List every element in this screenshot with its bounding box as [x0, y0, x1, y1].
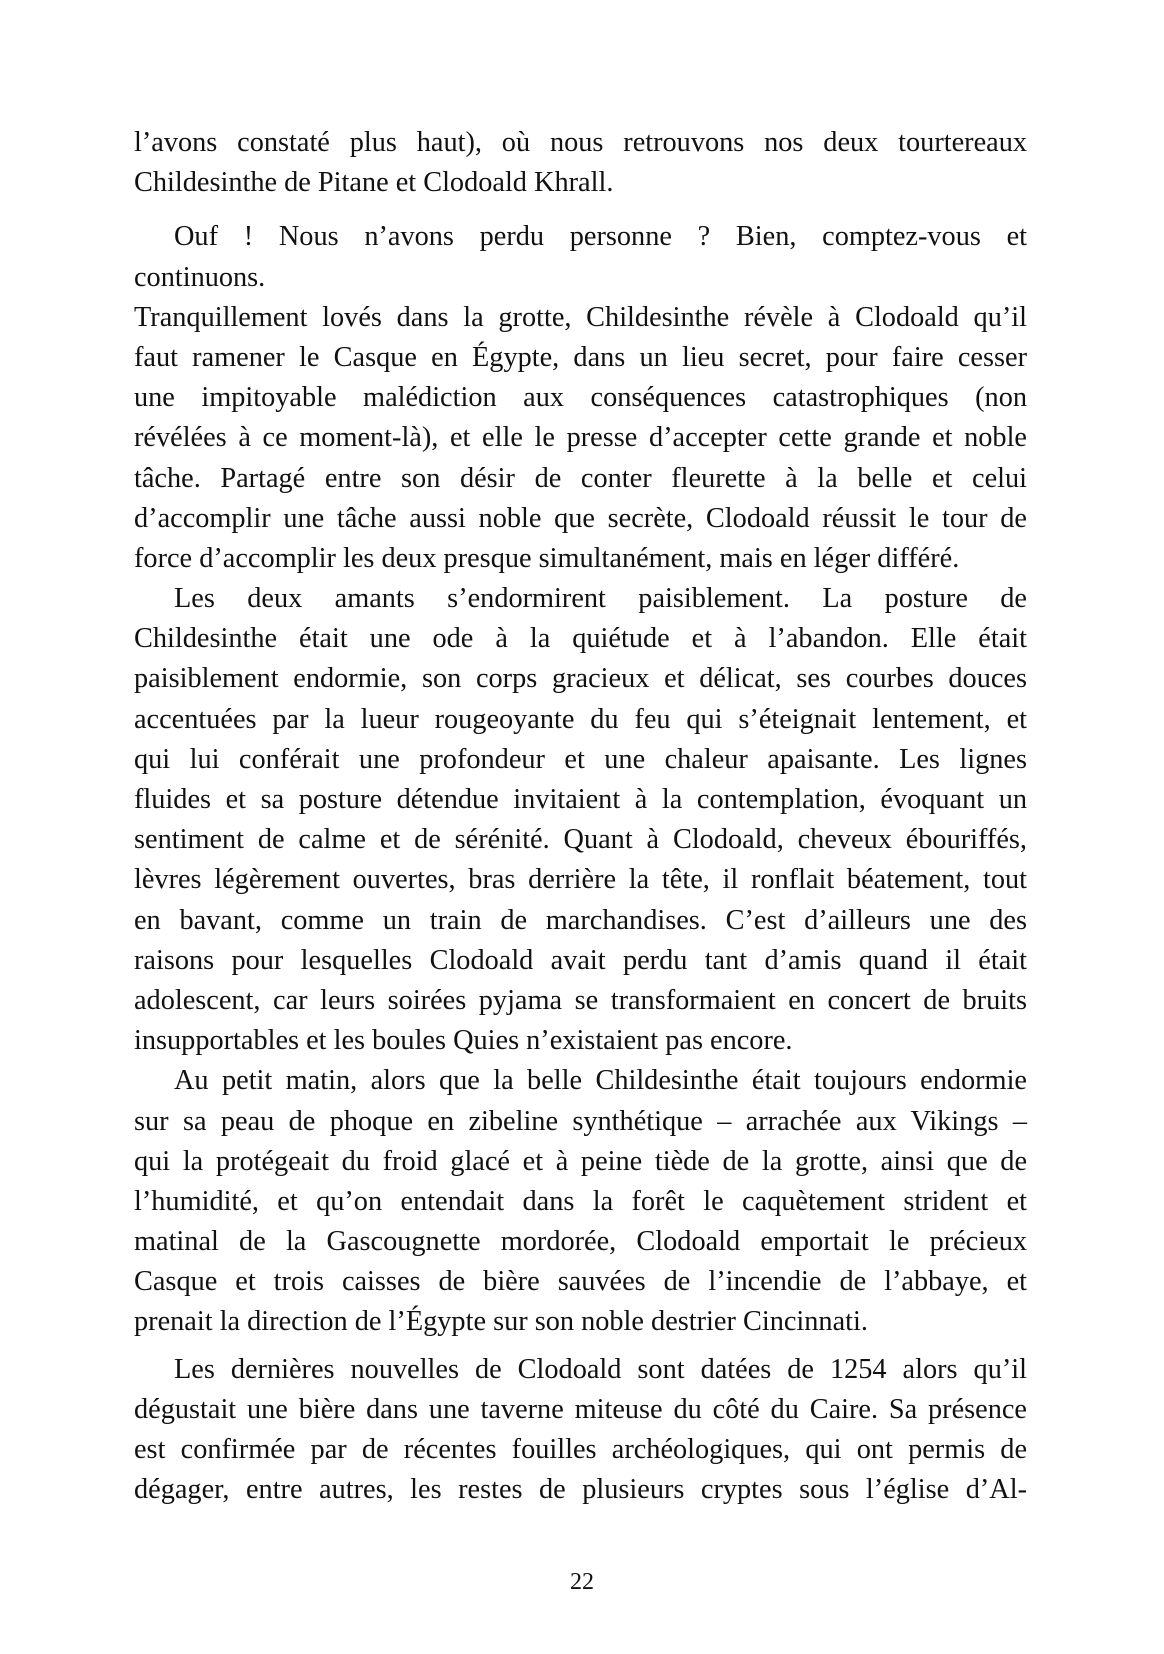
- text-line: dégager, entre autres, les restes de plusieurs cryptes sous l’église d’Al-: [134, 1474, 1027, 1506]
- text-line: qui lui conférait une profondeur et une chaleur apaisante. Les lignes: [134, 743, 1027, 775]
- text-line: qui la protégeait du froid glacé et à peine tiède de la grotte, ainsi que de: [134, 1145, 1027, 1177]
- text-line: Les dernières nouvelles de Clodoald sont datées de 1254 alors qu’il: [174, 1353, 1027, 1385]
- text-line: accentuées par la lueur rougeoyante du feu qui s’éteignait lentement, et: [134, 703, 1027, 735]
- text-line: paisiblement endormie, son corps gracieux et délicat, ses courbes douces: [134, 663, 1027, 695]
- paragraph: [134, 217, 1027, 297]
- page-number: 22: [570, 1569, 594, 1595]
- paragraph: [134, 1350, 1027, 1511]
- text-line: Casque et trois caisses de bière sauvées de l’incendie de l’abbaye, et: [134, 1266, 1027, 1298]
- text-line: l’humidité, et qu’on entendait dans la forêt le caquètement strident et: [134, 1185, 1027, 1217]
- text-line: matinal de la Gascougnette mordorée, Clodoald emportait le précieux: [134, 1226, 1027, 1258]
- text-line: révélées à ce moment-là), et elle le presse d’accepter cette grande et noble: [134, 422, 1027, 454]
- text-line: continuons.: [134, 261, 266, 293]
- text-line: l’avons constaté plus haut), où nous retrouvons nos deux tourtereaux: [134, 127, 1027, 158]
- text-line: raisons pour lesquelles Clodoald avait perdu tant d’amis quand il était: [134, 944, 1027, 976]
- text-line: dégustait une bière dans une taverne miteuse du côté du Caire. Sa présence: [134, 1393, 1027, 1425]
- text-line: force d’accomplir les deux presque simultanément, mais en léger différé.: [134, 542, 960, 574]
- paragraph: [134, 1061, 1027, 1342]
- text-line: insupportables et les boules Quies n’existaient pas encore.: [134, 1025, 793, 1057]
- text-line: d’accomplir une tâche aussi noble que secrète, Clodoald réussit le tour de: [134, 502, 1027, 534]
- text-line: Tranquillement lovés dans la grotte, Childesinthe révèle à Clodoald qu’il: [134, 301, 1027, 333]
- text-line: Au petit matin, alors que la belle Childesinthe était toujours endormie: [174, 1065, 1027, 1097]
- text-line: prenait la direction de l’Égypte sur son noble destrier Cincinnati.: [134, 1306, 868, 1338]
- paragraph: [134, 298, 1027, 579]
- text-line: en bavant, comme un train de marchandises. C’est d’ailleurs une des: [134, 904, 1027, 936]
- paragraph: [134, 579, 1027, 1061]
- text-line: fluides et sa posture détendue invitaient à la contemplation, évoquant un: [134, 784, 1027, 815]
- text-line: sentiment de calme et de sérénité. Quant à Clodoald, cheveux ébouriffés,: [134, 824, 1027, 856]
- text-line: Childesinthe de Pitane et Clodoald Khrall.: [134, 167, 614, 199]
- paragraph: [134, 123, 1027, 203]
- text-line: Les deux amants s’endormirent paisiblement. La posture de: [174, 583, 1027, 615]
- text-line: Ouf ! Nous n’avons perdu personne ? Bien, comptez-vous et: [174, 221, 1027, 253]
- text-line: adolescent, car leurs soirées pyjama se transformaient en concert de bruits: [134, 984, 1027, 1016]
- text-line: une impitoyable malédiction aux conséquences catastrophiques (non: [134, 382, 1027, 414]
- text-line: faut ramener le Casque en Égypte, dans un lieu secret, pour faire cesser: [134, 341, 1027, 373]
- text-line: tâche. Partagé entre son désir de conter fleurette à la belle et celui: [134, 462, 1027, 494]
- text-line: est confirmée par de récentes fouilles archéologiques, qui ont permis de: [134, 1434, 1027, 1465]
- page-body: [134, 123, 1027, 1510]
- text-line: Childesinthe était une ode à la quiétude et à l’abandon. Elle était: [134, 623, 1027, 655]
- text-line: sur sa peau de phoque en zibeline synthétique – arrachée aux Vikings –: [134, 1105, 1027, 1137]
- text-line: lèvres légèrement ouvertes, bras derrière la tête, il ronflait béatement, tout: [134, 864, 1027, 896]
